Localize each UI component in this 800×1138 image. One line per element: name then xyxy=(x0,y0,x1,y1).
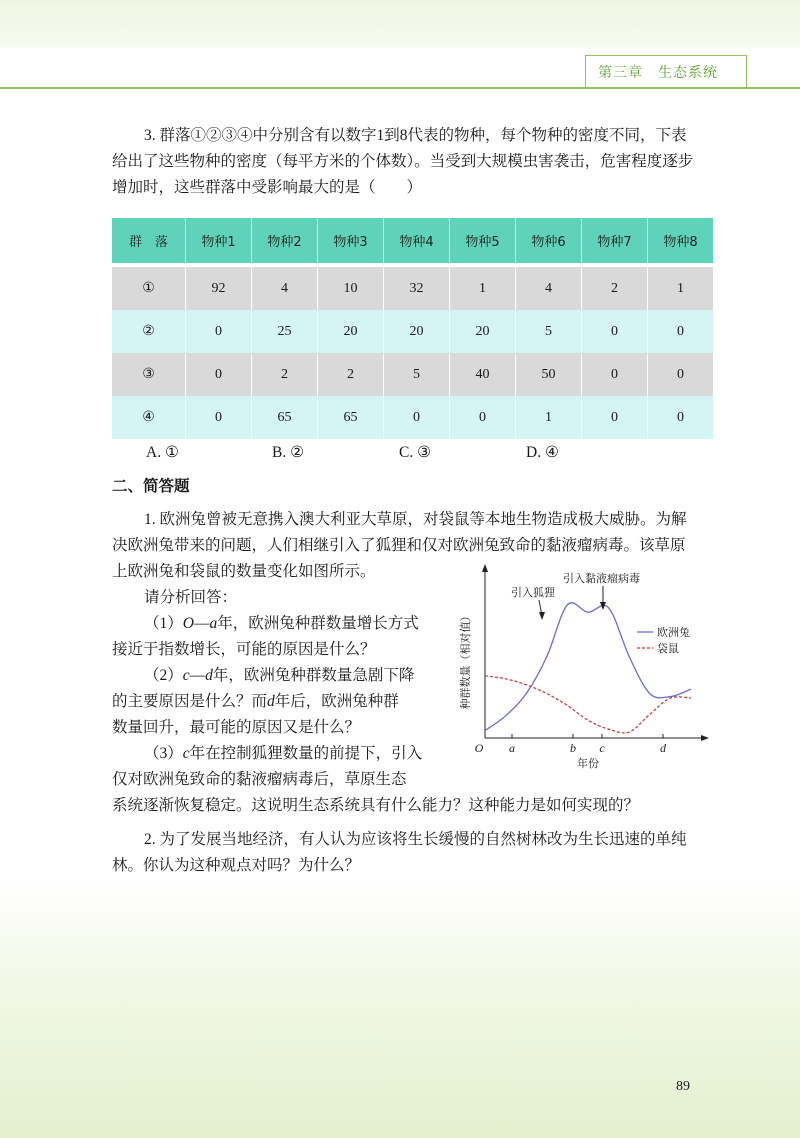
table-cell: ④ xyxy=(112,396,185,439)
table-cell: 65 xyxy=(251,396,317,439)
chapter-rule xyxy=(0,87,800,89)
x-tick-label: c xyxy=(599,741,605,755)
table-cell: 20 xyxy=(449,310,515,353)
y-axis-label: 种群数量（相对值） xyxy=(459,610,472,710)
table-cell: 2 xyxy=(317,353,383,396)
sub2-line2: 的主要原因是什么？而d年后，欧洲兔种群 xyxy=(112,693,399,710)
population-chart xyxy=(455,560,715,780)
sub1-line1: （1）O—a年，欧洲兔种群数量增长方式 xyxy=(144,615,419,632)
table-cell: 32 xyxy=(383,267,449,310)
table-cell: 0 xyxy=(647,353,713,396)
question1-line1: 1. 欧洲兔曾被无意携入澳大利亚大草原，对袋鼠等本地生物造成极大威胁。为解 xyxy=(144,511,687,528)
legend-label-rabbit: 欧洲兔 xyxy=(657,626,690,639)
option-c: C. ③ xyxy=(399,444,431,461)
table-header-cell: 物种8 xyxy=(647,218,713,263)
sub3-line1: （3）c年在控制狐狸数量的前提下，引入 xyxy=(144,745,423,762)
annotation-fox: 引入狐狸 xyxy=(511,586,555,599)
question1-line3: 上欧洲兔和袋鼠的数量变化如图所示。 xyxy=(112,563,376,580)
x-tick-label: b xyxy=(570,741,576,755)
table-cell: 0 xyxy=(185,310,251,353)
series-line-rabbit xyxy=(485,603,691,731)
question3-line2: 给出了这些物种的密度（每平方米的个体数）。当受到大规模虫害袭击，危害程度逐步 xyxy=(112,153,694,170)
table-cell: 4 xyxy=(515,267,581,310)
table-header-row xyxy=(112,218,714,263)
table-cell: 0 xyxy=(449,396,515,439)
table-cell: 0 xyxy=(383,396,449,439)
table-header-cell: 物种3 xyxy=(317,218,383,263)
table-header-cell: 群 落 xyxy=(112,218,185,263)
option-d: D. ④ xyxy=(526,444,559,461)
density-table xyxy=(112,218,714,439)
table-cell: 0 xyxy=(581,396,647,439)
table-row xyxy=(112,353,714,396)
section-title: 二、简答题 xyxy=(112,477,190,495)
y-axis-arrow xyxy=(482,564,488,572)
table-cell: 2 xyxy=(251,353,317,396)
table-cell: 1 xyxy=(647,267,713,310)
table-cell: 0 xyxy=(185,353,251,396)
table-cell: 1 xyxy=(449,267,515,310)
table-cell: ③ xyxy=(112,353,185,396)
table-header-cell: 物种1 xyxy=(185,218,251,263)
table-cell: 10 xyxy=(317,267,383,310)
table-cell: 25 xyxy=(251,310,317,353)
table-header-cell: 物种6 xyxy=(515,218,581,263)
table-cell: 0 xyxy=(185,396,251,439)
series-line-kangaroo xyxy=(485,676,691,733)
table-cell: 50 xyxy=(515,353,581,396)
legend-label-kangaroo: 袋鼠 xyxy=(657,642,679,655)
sub3-line2: 仅对欧洲兔致命的黏液瘤病毒后，草原生态 xyxy=(112,771,407,788)
option-a: A. ① xyxy=(146,444,179,461)
table-cell: 0 xyxy=(647,310,713,353)
annotation-fox-arrowhead xyxy=(539,612,545,620)
table-cell: 5 xyxy=(383,353,449,396)
table-header-cell: 物种4 xyxy=(383,218,449,263)
table-cell: 40 xyxy=(449,353,515,396)
table-header-cell: 物种7 xyxy=(581,218,647,263)
sub2-line1: （2）c—d年，欧洲兔种群数量急剧下降 xyxy=(144,667,415,684)
table-cell: ① xyxy=(112,267,185,310)
question2-line1: 2. 为了发展当地经济，有人认为应该将生长缓慢的自然树林改为生长迅速的单纯 xyxy=(144,831,687,848)
table-cell: 65 xyxy=(317,396,383,439)
question3-line3: 增加时，这些群落中受影响最大的是（ ） xyxy=(112,179,423,196)
table-cell: 92 xyxy=(185,267,251,310)
x-axis-label: 年份 xyxy=(577,757,599,770)
x-tick-label: a xyxy=(509,741,515,755)
sub1-line2: 接近于指数增长，可能的原因是什么？ xyxy=(112,641,376,658)
table-row xyxy=(112,310,714,353)
annotation-virus: 引入黏液瘤病毒 xyxy=(563,572,640,585)
table-cell: 1 xyxy=(515,396,581,439)
table-cell: 4 xyxy=(251,267,317,310)
sub3-line3: 系统逐渐恢复稳定。这说明生态系统具有什么能力？这种能力是如何实现的？ xyxy=(112,797,640,814)
question2-line2: 林。你认为这种观点对吗？为什么？ xyxy=(112,857,361,874)
x-tick-label: O xyxy=(474,741,484,755)
table-cell: 20 xyxy=(383,310,449,353)
question3-line1: 3. 群落①②③④中分别含有以数字1到8代表的物种，每个物种的密度不同，下表 xyxy=(144,127,687,144)
question1-prompt: 请分析回答： xyxy=(144,589,238,606)
table-cell: 0 xyxy=(581,353,647,396)
table-cell: 0 xyxy=(581,310,647,353)
page-number: 89 xyxy=(676,1079,690,1094)
table-row xyxy=(112,267,714,310)
sub2-line3: 数量回升，最可能的原因又是什么？ xyxy=(112,719,361,736)
table-cell: ② xyxy=(112,310,185,353)
table-cell: 0 xyxy=(647,396,713,439)
option-b: B. ② xyxy=(272,444,304,461)
x-tick-label: d xyxy=(660,741,666,755)
table-header-cell: 物种5 xyxy=(449,218,515,263)
table-header-cell: 物种2 xyxy=(251,218,317,263)
table-cell: 5 xyxy=(515,310,581,353)
question1-line2: 决欧洲兔带来的问题，人们相继引入了狐狸和仅对欧洲兔致命的黏液瘤病毒。该草原 xyxy=(112,537,686,554)
table-cell: 2 xyxy=(581,267,647,310)
x-axis-arrow xyxy=(701,735,709,741)
table-row xyxy=(112,396,714,439)
table-cell: 20 xyxy=(317,310,383,353)
chapter-title: 第三章 生态系统 xyxy=(598,65,718,81)
top-band xyxy=(0,0,800,48)
